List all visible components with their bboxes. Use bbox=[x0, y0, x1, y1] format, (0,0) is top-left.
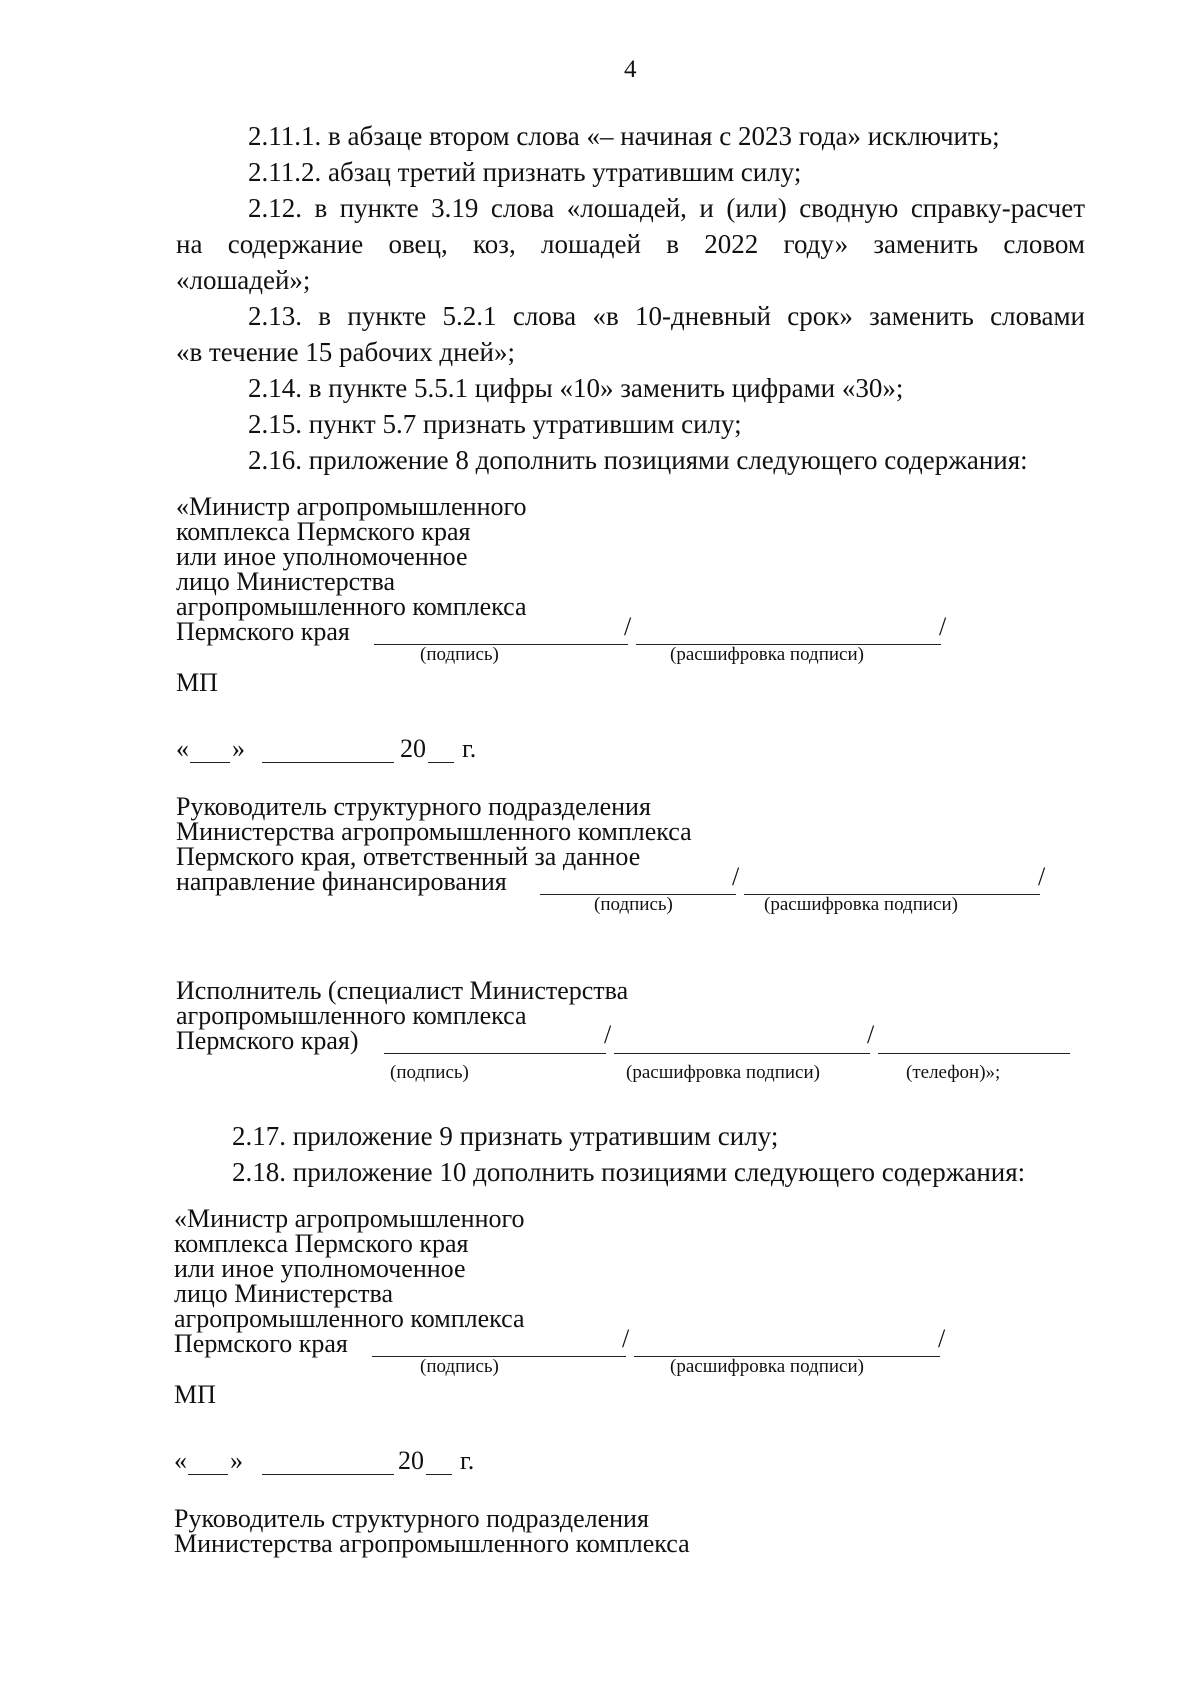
head-block-2 bbox=[174, 1506, 690, 1556]
item-2-11-2: 2.11.2. абзац третий признать утратившим силу; bbox=[248, 157, 802, 187]
phone-line bbox=[878, 1053, 1070, 1054]
date-g: г. bbox=[460, 1446, 475, 1475]
caption-decode: (расшифровка подписи) bbox=[670, 644, 864, 665]
separator-slash: / bbox=[622, 1324, 630, 1353]
caption-decode: (расшифровка подписи) bbox=[626, 1062, 820, 1083]
date-year-line bbox=[426, 1474, 452, 1475]
minister-line: комплекса Пермского края bbox=[176, 517, 471, 546]
date-year: 20 bbox=[400, 734, 426, 763]
head-line: направление финансирования bbox=[176, 867, 507, 896]
item-2-14: 2.14. в пункте 5.5.1 цифры «10» заменить цифрами «30»; bbox=[248, 373, 904, 403]
item-2-12-line3: «лошадей»; bbox=[176, 265, 311, 295]
caption-decode: (расшифровка подписи) bbox=[670, 1356, 864, 1377]
item-2-12-line1: 2.12. в пункте 3.19 слова «лошадей, и (или) сводную справку-расчет bbox=[248, 193, 1085, 223]
mp-stamp-label: МП bbox=[174, 1380, 216, 1409]
date-year: 20 bbox=[398, 1446, 424, 1475]
minister-line: или иное уполномоченное bbox=[176, 542, 468, 571]
date-close-quote: » bbox=[232, 734, 245, 763]
item-2-16: 2.16. приложение 8 дополнить позициями следующего содержания: bbox=[248, 445, 1028, 475]
separator-slash: / bbox=[867, 1020, 875, 1049]
minister-block-1 bbox=[176, 494, 527, 644]
separator-slash: / bbox=[939, 612, 947, 641]
separator-slash: / bbox=[938, 1324, 946, 1353]
minister-line: Пермского края bbox=[174, 1329, 348, 1358]
date-g: г. bbox=[462, 734, 477, 763]
minister-line: агропромышленного комплекса bbox=[174, 1304, 525, 1333]
page-number: 4 bbox=[624, 56, 637, 83]
minister-line: комплекса Пермского края bbox=[174, 1229, 469, 1258]
date-close-quote: » bbox=[230, 1446, 243, 1475]
item-2-17: 2.17. приложение 9 признать утратившим силу; bbox=[232, 1121, 779, 1151]
date-year-line bbox=[428, 762, 454, 763]
date-open-quote: « bbox=[174, 1446, 187, 1475]
head-line: Руководитель структурного подразделения bbox=[174, 1504, 649, 1533]
minister-line: Пермского края bbox=[176, 617, 350, 646]
item-2-12-line2: на содержание овец, коз, лошадей в 2022 году» заменить словом bbox=[176, 229, 1085, 259]
head-line: Министерства агропромышленного комплекса bbox=[176, 817, 692, 846]
caption-signature: (подпись) bbox=[420, 644, 499, 665]
executor-block bbox=[176, 978, 628, 1053]
caption-phone: (телефон)»; bbox=[906, 1062, 1001, 1083]
item-2-15: 2.15. пункт 5.7 признать утратившим силу; bbox=[248, 409, 742, 439]
separator-slash: / bbox=[1038, 862, 1046, 891]
date-day-line bbox=[188, 1474, 228, 1475]
decode-line bbox=[614, 1053, 870, 1054]
separator-slash: / bbox=[624, 612, 632, 641]
minister-line: или иное уполномоченное bbox=[174, 1254, 466, 1283]
item-2-11-1: 2.11.1. в абзаце втором слова «– начиная с 2023 года» исключить; bbox=[248, 121, 1000, 151]
separator-slash: / bbox=[732, 862, 740, 891]
mp-stamp-label: МП bbox=[176, 668, 218, 697]
date-month-line bbox=[262, 762, 394, 763]
item-2-13-line1: 2.13. в пункте 5.2.1 слова «в 10-дневный срок» заменить словами bbox=[248, 301, 1085, 331]
head-line: Руководитель структурного подразделения bbox=[176, 792, 651, 821]
caption-signature: (подпись) bbox=[594, 894, 673, 915]
minister-block-2 bbox=[174, 1206, 525, 1356]
item-2-18: 2.18. приложение 10 дополнить позициями следующего содержания: bbox=[232, 1157, 1026, 1187]
head-line: Министерства агропромышленного комплекса bbox=[174, 1529, 690, 1558]
signature-line bbox=[374, 644, 628, 645]
caption-signature: (подпись) bbox=[420, 1356, 499, 1377]
signature-line bbox=[372, 1356, 626, 1357]
minister-line: лицо Министерства bbox=[174, 1279, 393, 1308]
signature-line bbox=[384, 1053, 606, 1054]
date-day-line bbox=[190, 762, 230, 763]
date-month-line bbox=[262, 1474, 394, 1475]
item-2-13-line2: «в течение 15 рабочих дней»; bbox=[176, 337, 515, 367]
caption-signature: (подпись) bbox=[390, 1062, 469, 1083]
executor-line: Пермского края) bbox=[176, 1026, 359, 1055]
separator-slash: / bbox=[604, 1020, 612, 1049]
minister-line: лицо Министерства bbox=[176, 567, 395, 596]
caption-decode: (расшифровка подписи) bbox=[764, 894, 958, 915]
head-block-1 bbox=[176, 794, 692, 894]
minister-line: агропромышленного комплекса bbox=[176, 592, 527, 621]
minister-line: «Министр агропромышленного bbox=[176, 492, 527, 521]
date-open-quote: « bbox=[176, 734, 189, 763]
executor-line: Исполнитель (специалист Министерства bbox=[176, 976, 629, 1005]
head-line: Пермского края, ответственный за данное bbox=[176, 842, 641, 871]
minister-line: «Министр агропромышленного bbox=[174, 1204, 525, 1233]
executor-line: агропромышленного комплекса bbox=[176, 1001, 527, 1030]
